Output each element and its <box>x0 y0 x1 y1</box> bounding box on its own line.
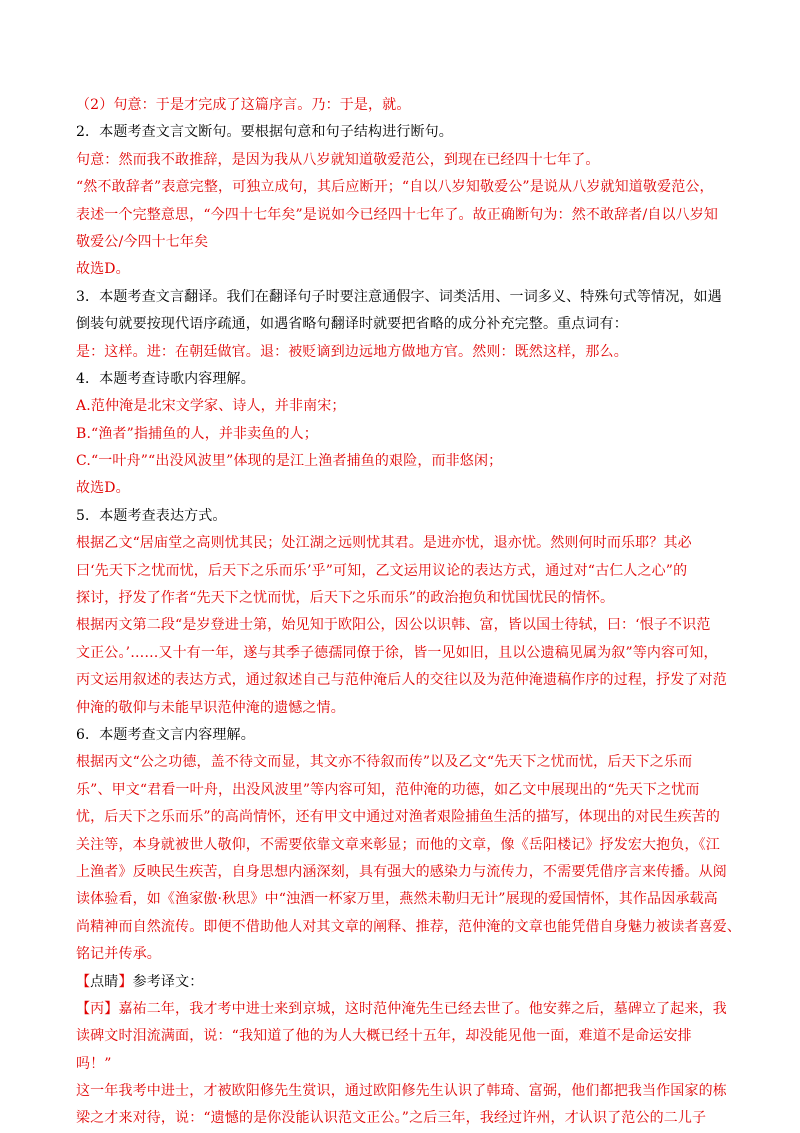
text-line: 4．本题考查诗歌内容理解。 <box>76 370 255 387</box>
text-line: B.“渔者”指捕鱼的人，并非卖鱼的人； <box>76 425 318 442</box>
text-line: 文正公。’……又十有一年，遂与其季子德孺同僚于徐，皆一见如旧，且以公遗稿见属为叙”等内容可知， <box>76 644 718 661</box>
document-body <box>76 92 742 1133</box>
text-line: 倒装句就要按现代语序疏通，如遇省略句翻译时就要把省略的成分补充完整。重点词有： <box>76 316 628 333</box>
text-line: 仲淹的敬仰与未能早识范仲淹的遗憾之情。 <box>76 699 345 716</box>
text-line: 读碑文时泪流满面，说：“我知道了他的为人大概已经十五年，却没能见他一面，难道不是命运安排 <box>76 1028 692 1045</box>
text-line: 梁之才来对待，说：“遗憾的是你没能认识范文正公。”之后三年，我经过许州，才认识了范公的二儿子 <box>76 1110 707 1127</box>
text-line: 2．本题考查文言文断句。要根据句意和句子结构进行断句。 <box>76 124 453 141</box>
text-line: 故选D。 <box>76 261 130 278</box>
text-line: 根据乙文“居庙堂之高则忧其民；处江湖之远则忧其君。是进亦忧，退亦忧。然则何时而乐耶？其必 <box>76 535 692 552</box>
text-line: “然不敢辞者”表意完整，可独立成句，其后应断开；“自以八岁知敬爱公”是说从八岁就知道敬爱范公， <box>76 179 714 196</box>
text-line: 铭记并传承。 <box>76 946 161 963</box>
text-line: 表述一个完整意思，“今四十七年矣”是说如今已经四十七年了。故正确断句为：然不敢辞者/自以八岁知 <box>76 206 719 223</box>
text-line: 忧，后天下之乐而乐”的高尚情怀，还有甲文中通过对渔者艰险捕鱼生活的描写，体现出的对民生疾苦的 <box>76 809 721 826</box>
text-line: A.范仲淹是北宋文学家、诗人，并非南宋； <box>76 398 346 415</box>
text-line: 上渔者》反映民生疾苦，自身思想内涵深刻，具有强大的感染力与流传力，不需要凭借序言来传播。从阅 <box>76 863 727 880</box>
text-line: 是：这样。进：在朝廷做官。退：被贬谪到边远地方做地方官。然则：既然这样，那么。 <box>76 343 628 360</box>
text-line: 【点睛】参考译文： <box>76 973 204 990</box>
text-line: 3．本题考查文言翻译。我们在翻译句子时要注意通假字、词类活用、一词多义、特殊句式等情况，如遇 <box>76 288 722 305</box>
text-line: 尚精神而自然流传。即便不借助他人对其文章的阐释、推荐，范仲淹的文章也能凭借自身魅力被读者喜爱、 <box>76 918 742 935</box>
text-line: 句意：然而我不敢推辞，是因为我从八岁就知道敬爱范公，到现在已经四十七年了。 <box>76 151 600 168</box>
text-line: 敬爱公/今四十七年矣 <box>76 233 209 250</box>
text-line: 读体验看，如《渔家傲·秋思》中“浊酒一杯家万里，燕然未勒归无计”展现的爱国情怀，其作品因承载高 <box>76 891 718 908</box>
text-line: 乐”、甲文“君看一叶舟，出没风波里”等内容可知，范仲淹的功德，如乙文中展现出的“先天下之忧而 <box>76 781 700 798</box>
text-line: 关注等，本身就被世人敬仰，不需要依靠文章来彰显；而他的文章，像《岳阳楼记》抒发宏大抱负，《江 <box>76 836 720 853</box>
text-line: 6．本题考查文言内容理解。 <box>76 726 255 743</box>
text-line: 故选D。 <box>76 480 130 497</box>
text-line: 吗！” <box>76 1055 112 1072</box>
text-line: 曰‘先天下之忧而忧，后天下之乐而乐’乎”可知，乙文运用议论的表达方式，通过对“古仁人之心”的 <box>76 562 688 579</box>
text-line: 5．本题考查表达方式。 <box>76 507 227 524</box>
text-line: 探讨，抒发了作者“先天下之忧而忧，后天下之乐而乐”的政治抱负和忧国忧民的情怀。 <box>76 590 615 607</box>
text-line: （2）句意：于是才完成了这篇序言。乃：于是，就。 <box>76 97 411 113</box>
text-line: 根据丙文“公之功德，盖不待文而显，其文亦不待叙而传”以及乙文“先天下之忧而忧，后天下之乐而 <box>76 754 693 771</box>
text-line: 丙文运用叙述的表达方式，通过叙述自己与范仲淹后人的交往以及为范仲淹遗稿作序的过程，抒发了对范 <box>76 672 727 689</box>
text-line: 这一年我考中进士，才被欧阳修先生赏识，通过欧阳修先生认识了韩琦、富弼，他们都把我当作国家的栋 <box>76 1083 727 1100</box>
text-line: C.“一叶舟”“出没风波里”体现的是江上渔者捕鱼的艰险，而非悠闲； <box>76 453 503 470</box>
text-line: 【丙】嘉祐二年，我才考中进士来到京城，这时范仲淹先生已经去世了。他安葬之后，墓碑立了起来，我 <box>76 1000 727 1017</box>
text-line: 根据丙文第二段“是岁登进士第，始见知于欧阳公，因公以识韩、富，皆以国士待轼，曰：‘恨子不识范 <box>76 617 711 634</box>
